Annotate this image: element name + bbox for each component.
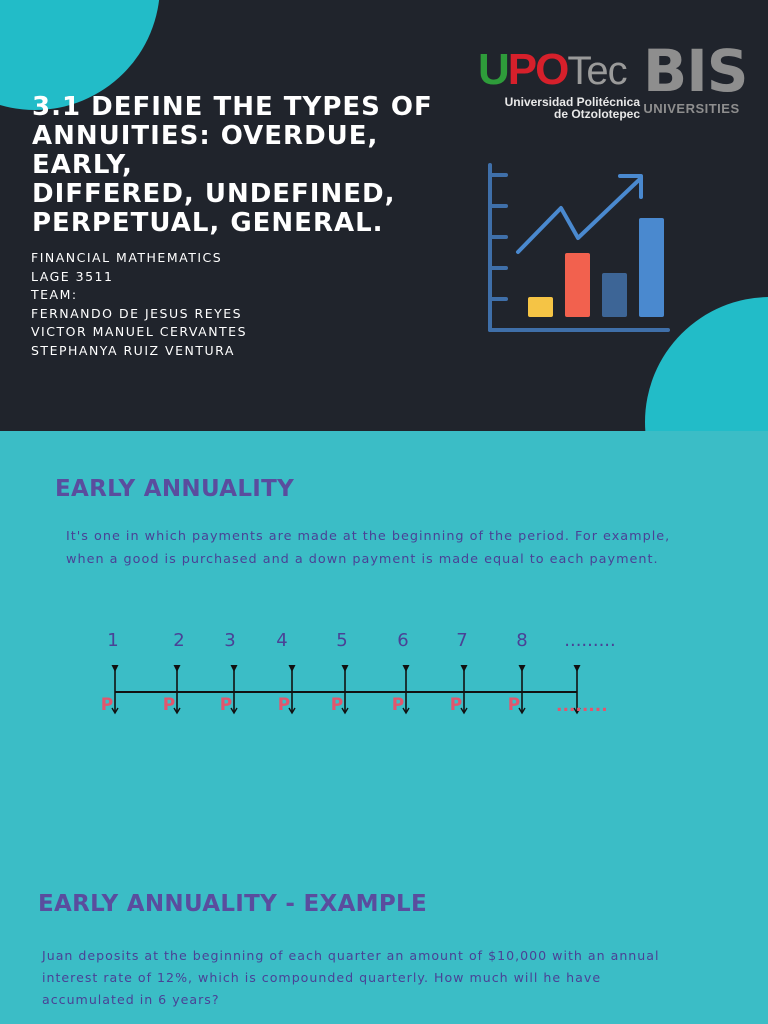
payment-label: P [162,695,176,715]
title-line: ANNUITIES: OVERDUE, [32,121,379,151]
example-problem-text: Juan deposits at the beginning of each quarter an amount of $10,000 with an annual interest rate of 12%, which is compounded quarterly. How much will he have accumulated in 6 years? [42,948,660,1007]
team-member: FERNANDO DE JESUS REYES [31,305,243,321]
title-line: DIFFERED, UNDEFINED, [32,179,396,209]
header-banner [0,0,768,431]
payment-label: P [449,695,463,715]
growth-chart-icon [483,160,673,340]
payment-label: P [391,695,405,715]
team-member: VICTOR MANUEL CERVANTES [31,324,248,340]
payment-label: P [330,695,344,715]
upotec-logo-subtitle: Universidad Politécnica de Otzolotepec [504,95,640,121]
title-line: 3.1 DEFINE THE TYPES OF [32,92,433,122]
period-label: 1 [107,630,119,651]
bis-universities-logo: BIS UNIVERSITIES [643,37,748,116]
title-line: PERPETUAL, GENERAL. [32,208,384,238]
period-label: 5 [336,630,348,651]
early-annuality-definition: It's one in which payments are made at the beginning of the period. For example, when a good is purchased and a down payment is made equal to each payment. [66,529,671,567]
document-title [32,93,472,238]
logos [478,37,748,125]
period-label: 6 [397,630,409,651]
team-member: STEPHANYA RUIZ VENTURA [31,342,235,358]
early-annuality-heading: EARLY ANNUALITY [55,476,295,502]
example-heading: EARLY ANNUALITY - EXAMPLE [38,891,427,917]
payment-label: P [277,695,291,715]
course-name: FINANCIAL MATHEMATICS [31,250,223,265]
payment-label: P [507,695,521,715]
period-label: ......... [564,630,616,651]
period-label: 8 [516,630,528,651]
payment-label: P [219,695,233,715]
course-code: LAGE 3511 [31,268,114,284]
upotec-logo: UPOTec [478,45,627,94]
payment-label: P [100,695,114,715]
team-label: TEAM: [31,287,78,303]
payment-continuation-dots: ........ [556,696,608,716]
annuity-timeline [90,622,650,722]
period-label: 7 [456,630,468,651]
period-label: 4 [276,630,288,651]
period-label: 2 [173,630,185,651]
period-label: 3 [224,630,236,651]
course-info [31,249,247,361]
title-line: EARLY, [32,150,133,180]
